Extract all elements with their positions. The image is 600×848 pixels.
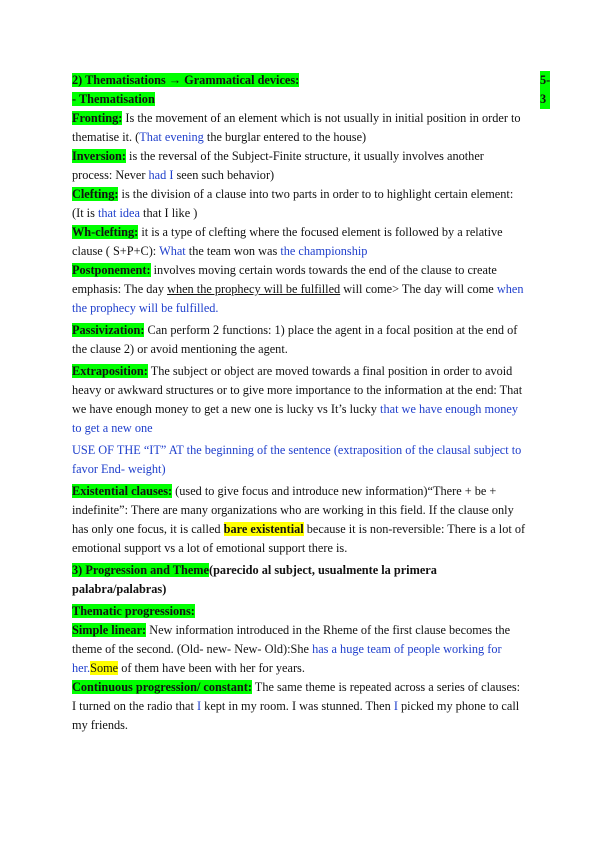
continuous-term: Continuous progression/ constant:	[72, 680, 252, 694]
simple-linear-text-1: New information introduced in the Rheme of the first clause becomes the theme of the second. (Old- new- New- Old):She	[72, 623, 511, 656]
extraposition-example: that we have enough money to get a new one	[72, 402, 519, 435]
section-3-title-rest: (parecido al subject, usualmente la primera palabra/palabras)	[72, 563, 437, 596]
postponement-text-1: involves moving certain words towards the end of the clause to create emphasis: The day	[72, 263, 497, 296]
continuous-example-2: I	[393, 699, 398, 713]
document-content	[72, 71, 551, 735]
inversion-text-1: is the reversal of the Subject-Finite structure, it usually involves another process: Never	[72, 149, 484, 182]
inversion-text-2: seen such behavior)	[173, 168, 275, 182]
continuous-text-3: picked my phone to call my friends.	[72, 699, 520, 732]
wh-clefting-paragraph	[72, 223, 527, 261]
thematisation-subheading	[72, 90, 527, 109]
section-2-heading	[72, 71, 551, 106]
continuous-example-1: I	[196, 699, 202, 713]
passivization-term: Passivization:	[72, 323, 145, 337]
fronting-text-1: Is the movement of an element which is not usually in initial position in order to thematise it. (	[72, 111, 521, 144]
wh-clefting-example-2: the championship	[280, 244, 368, 258]
wh-clefting-text-2: the team won was	[185, 244, 281, 258]
simple-linear-example: has a huge team of people working for her.	[72, 642, 502, 675]
section-3-title: 3) Progression and Theme	[72, 563, 209, 577]
inversion-term: Inversion:	[72, 149, 126, 163]
inversion-example: had I	[148, 168, 174, 182]
fronting-term: Fronting:	[72, 111, 123, 125]
existential-paragraph	[72, 482, 527, 558]
passivization-text: Can perform 2 functions: 1) place the agent in a focal position at the end of the clause 2) or avoid mentioning the agent.	[72, 323, 518, 356]
postponement-term: Postponement:	[72, 263, 151, 277]
fronting-paragraph	[72, 109, 527, 147]
passivization-paragraph	[72, 321, 527, 359]
clefting-text-2: that I like )	[139, 206, 198, 220]
clefting-text-1: is the division of a clause into two parts in order to to highlight certain element: (It is	[72, 187, 514, 220]
postponement-paragraph	[72, 261, 527, 318]
clefting-example: that idea	[97, 206, 140, 220]
existential-term: Existential clauses:	[72, 484, 173, 498]
extraposition-text: The subject or object are moved towards a final position in order to avoid heavy or awkward structures or to give more importance to the information at the end: That we have enough money to get a new one is lucky vs It’s lucky	[72, 364, 523, 416]
postponement-underlined: when the prophecy will be fulfilled	[167, 282, 341, 296]
wh-clefting-term: Wh-clefting:	[72, 225, 139, 239]
simple-linear-term: Simple linear:	[72, 623, 147, 637]
section-3-heading	[72, 561, 527, 599]
continuous-text-2: kept in my room. I was stunned. Then	[201, 699, 394, 713]
clefting-term: Clefting:	[72, 187, 119, 201]
continuous-paragraph	[72, 678, 527, 735]
existential-text-2: because it is non-reversible: There is a lot of emotional support vs a lot of emotional support there is.	[72, 522, 526, 555]
wh-clefting-example-1: What	[159, 244, 186, 258]
extraposition-paragraph	[72, 362, 527, 438]
thematic-progressions-heading	[72, 602, 527, 621]
bare-existential-highlight: bare existential	[223, 522, 304, 536]
thematisation-label: - Thematisation	[72, 92, 155, 106]
fronting-example: That evening	[139, 130, 204, 144]
postponement-text-2: will come> The day will come	[340, 282, 497, 296]
simple-linear-text-2: of them have been with her for years.	[118, 661, 305, 675]
section-2-title: 2) Thematisations → Grammatical devices:	[72, 73, 300, 87]
thematic-progressions-label: Thematic progressions:	[72, 604, 195, 618]
extraposition-term: Extraposition:	[72, 364, 148, 378]
existential-text-1: (used to give focus and introduce new information)“There + be + indefinite”: There are many organizations who are working in this field. If the clause only has only one focus, it is called	[72, 484, 514, 536]
simple-linear-paragraph	[72, 621, 527, 678]
clefting-paragraph	[72, 185, 527, 223]
wh-clefting-text-1: it is a type of clefting where the focused element is followed by a relative clause ( S+P+C):	[72, 225, 503, 258]
inversion-paragraph	[72, 147, 527, 185]
simple-linear-highlight: Some	[90, 661, 119, 675]
use-of-it-note: USE OF THE “IT” AT the beginning of the sentence (extraposition of the clausal subject to favor End- weight)	[72, 443, 522, 476]
postponement-example: when the prophecy will be fulfilled.	[72, 282, 524, 315]
fronting-text-2: the burglar entered to the house)	[203, 130, 367, 144]
continuous-text-1: The same theme is repeated across a series of clauses: I turned on the radio that	[72, 680, 521, 713]
page-reference: 5-3	[540, 71, 550, 109]
